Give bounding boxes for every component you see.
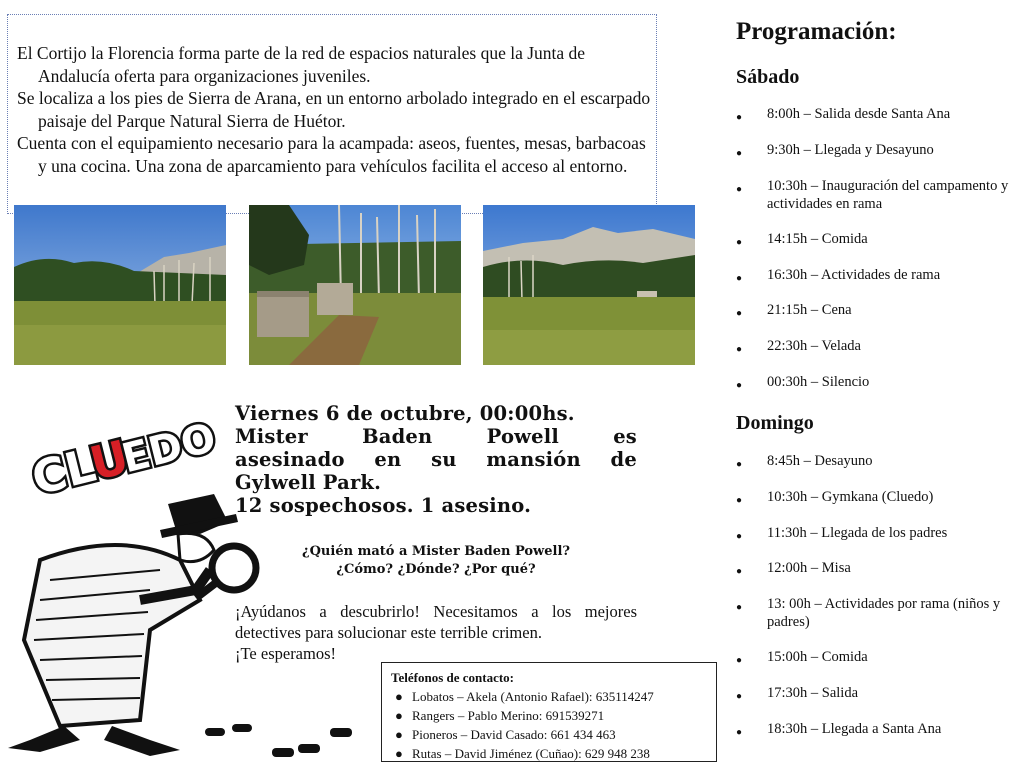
intro-text: [17, 42, 657, 177]
bullet-icon: ●: [736, 655, 743, 666]
contact-entry: ● Pioneros – David Casado: 661 434 463: [395, 727, 616, 742]
closing-line: ¡Te esperamos!: [235, 644, 337, 663]
schedule-item: ● 00:30h – Silencio: [736, 373, 1021, 391]
schedule-item: ● 10:30h – Inauguración del campamento y actividades en rama: [736, 178, 1009, 212]
cluedo-headline: [235, 402, 637, 517]
headline-line: Viernes 6 de octubre, 00:00hs.: [235, 402, 575, 425]
bullet-icon: ●: [395, 746, 403, 761]
contact-box: [381, 662, 717, 762]
bullet-icon: ●: [395, 689, 403, 704]
headline-line: asesinado en su mansión de: [235, 448, 637, 471]
contact-entry: ● Rangers – Pablo Merino: 691539271: [395, 708, 605, 723]
schedule-item: ● 17:30h – Salida: [736, 684, 1021, 702]
bullet-icon: ●: [736, 380, 743, 391]
contact-entry: ● Lobatos – Akela (Antonio Rafael): 635114247: [395, 689, 654, 704]
question-line: ¿Quién mató a Mister Baden Powell?: [301, 544, 570, 559]
bullet-icon: ●: [736, 237, 743, 248]
bullet-icon: ●: [736, 308, 743, 319]
headline-line: Gylwell Park.: [235, 471, 382, 494]
campsite-photo-ruins: [249, 205, 461, 365]
bullet-icon: ●: [736, 495, 743, 506]
bullet-icon: ●: [736, 727, 743, 738]
bullet-icon: ●: [736, 602, 743, 613]
schedule-item: ● 8:45h – Desayuno: [736, 452, 1021, 470]
bullet-icon: ●: [395, 708, 403, 723]
schedule-item: ● 8:00h – Salida desde Santa Ana: [736, 105, 1021, 123]
intro-paragraph: El Cortijo la Florencia forma parte de la red de espacios naturales que la Junta de Andalucía oferta para organizaciones juveniles.: [17, 43, 586, 86]
intro-paragraph: Cuenta con el equipamiento necesario para la acampada: aseos, fuentes, mesas, barbacoas y una cocina. Una zona de aparcamiento para vehículos facilita el acceso al entorno.: [17, 133, 646, 176]
contact-title: Teléfonos de contacto:: [391, 670, 515, 685]
campsite-photo-mountains: [483, 205, 695, 365]
schedule-item: ● 14:15h – Comida: [736, 230, 1021, 248]
question-line: ¿Cómo? ¿Dónde? ¿Por qué?: [336, 562, 536, 577]
bullet-icon: ●: [736, 184, 743, 195]
day-title-saturday: Sábado: [736, 66, 800, 88]
headline-line: Mister Baden Powell es: [235, 425, 637, 448]
svg-text:U: U: [84, 429, 134, 491]
headline-line: 12 sospechosos. 1 asesino.: [235, 494, 532, 517]
schedule-item: ● 10:30h – Gymkana (Cluedo): [736, 488, 1021, 506]
schedule-item: ● 13: 00h – Actividades por rama (niños y padres): [736, 596, 1001, 630]
schedule-item: ● 16:30h – Actividades de rama: [736, 266, 1021, 284]
bullet-icon: ●: [736, 459, 743, 470]
contact-list: [391, 687, 707, 763]
bullet-icon: ●: [736, 531, 743, 542]
bullet-icon: ●: [736, 112, 743, 123]
schedule-item: ● 18:30h – Llegada a Santa Ana: [736, 720, 1021, 738]
day-title-sunday: Domingo: [736, 412, 814, 434]
schedule-item: ● 9:30h – Llegada y Desayuno: [736, 141, 1021, 159]
svg-text:CL: CL: [26, 437, 101, 506]
schedule-item: ● 22:30h – Velada: [736, 337, 1021, 355]
bullet-icon: ●: [736, 691, 743, 702]
contact-entry: ● Rutas – David Jiménez (Cuñao): 629 948 238: [395, 746, 650, 761]
help-text: [235, 601, 637, 664]
svg-text:EDO: EDO: [117, 414, 221, 483]
bullet-icon: ●: [736, 344, 743, 355]
schedule-title: Programación:: [736, 18, 897, 45]
schedule-item: ● 15:00h – Comida: [736, 648, 1021, 666]
schedule-item: ● 11:30h – Llegada de los padres: [736, 524, 1021, 542]
schedule-item: ● 12:00h – Misa: [736, 559, 1021, 577]
bullet-icon: ●: [736, 566, 743, 577]
intro-paragraph: Se localiza a los pies de Sierra de Arana, en un entorno arbolado integrado en el escarpado paisaje del Parque Natural Sierra de Huétor.: [17, 88, 651, 131]
schedule-item: ● 21:15h – Cena: [736, 301, 1021, 319]
mystery-question: [235, 543, 637, 579]
bullet-icon: ●: [395, 727, 403, 742]
cluedo-logo: [20, 405, 221, 506]
bullet-icon: ●: [736, 273, 743, 284]
bullet-icon: ●: [736, 148, 743, 159]
campsite-photo-meadow: [14, 205, 226, 365]
help-paragraph: ¡Ayúdanos a descubrirlo! Necesitamos a los mejores detectives para solucionar este terrible crimen.: [235, 602, 637, 642]
